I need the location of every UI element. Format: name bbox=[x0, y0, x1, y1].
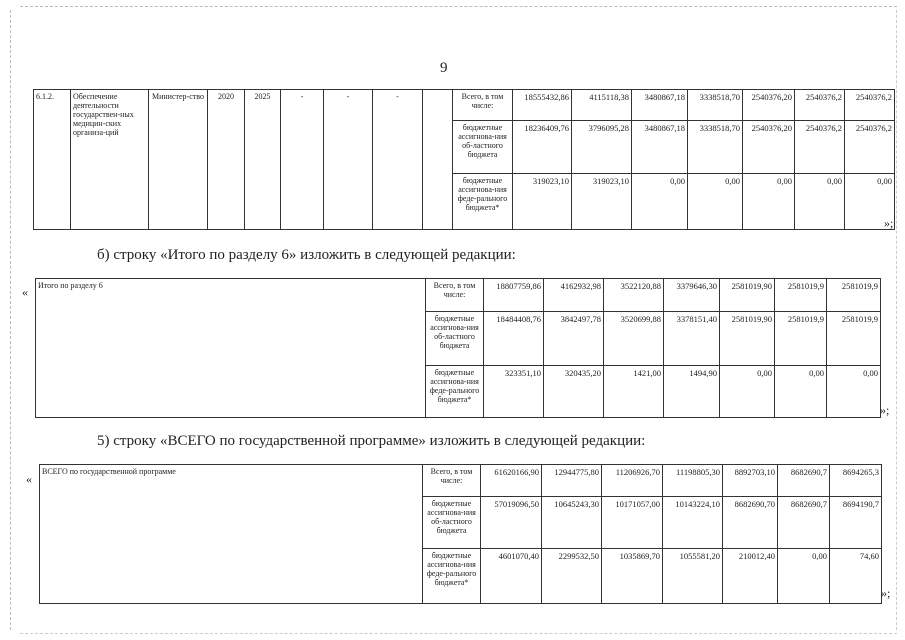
program-title: ВСЕГО по государственной программе bbox=[40, 465, 423, 604]
value-cell: 2540376,20 bbox=[743, 121, 795, 174]
value-cell: 3338518,70 bbox=[688, 90, 743, 121]
year-end: 2025 bbox=[245, 90, 281, 230]
value-cell: 3480867,18 bbox=[632, 121, 688, 174]
opening-quote: « bbox=[22, 285, 28, 299]
closing-quote: »; bbox=[881, 586, 891, 600]
value-cell: 2540376,2 bbox=[845, 90, 895, 121]
value-cell: 0,00 bbox=[795, 174, 845, 230]
year-start: 2020 bbox=[208, 90, 245, 230]
scan-edge bbox=[20, 6, 897, 7]
value-cell: 57019096,50 bbox=[481, 497, 542, 549]
value-cell: 0,00 bbox=[720, 366, 775, 418]
value-cell: 3338518,70 bbox=[688, 121, 743, 174]
value-cell: 323351,10 bbox=[484, 366, 544, 418]
value-cell: 2581019,9 bbox=[827, 279, 881, 312]
value-cell: 210012,40 bbox=[723, 549, 778, 604]
value-cell: 2540376,2 bbox=[845, 121, 895, 174]
row-label: Всего, в том числе: bbox=[453, 90, 513, 121]
value-cell: 61620166,90 bbox=[481, 465, 542, 497]
dash-cell: - bbox=[281, 90, 324, 230]
value-cell: 319023,10 bbox=[572, 174, 632, 230]
value-cell: 3378151,40 bbox=[664, 312, 720, 366]
value-cell: 12944775,80 bbox=[542, 465, 602, 497]
value-cell: 1494,90 bbox=[664, 366, 720, 418]
row-label: Всего, в том числе: bbox=[426, 279, 484, 312]
value-cell: 2581019,9 bbox=[775, 312, 827, 366]
value-cell: 0,00 bbox=[688, 174, 743, 230]
executor: Министер-ство bbox=[149, 90, 208, 230]
section-title: Итого по разделу 6 bbox=[36, 279, 426, 418]
value-cell: 1035869,70 bbox=[602, 549, 663, 604]
empty-cell bbox=[423, 90, 453, 230]
row-label: Всего, в том числе: bbox=[423, 465, 481, 497]
value-cell: 0,00 bbox=[743, 174, 795, 230]
row-label: бюджетные ассигнова-ния об-ластного бюджета bbox=[423, 497, 481, 549]
value-cell: 3522120,88 bbox=[604, 279, 664, 312]
row-label: бюджетные ассигнова-ния феде-рального бюджета* bbox=[423, 549, 481, 604]
value-cell: 18484408,76 bbox=[484, 312, 544, 366]
closing-quote: »; bbox=[880, 403, 890, 417]
value-cell: 2581019,90 bbox=[720, 312, 775, 366]
value-cell: 8694265,3 bbox=[830, 465, 882, 497]
value-cell: 4601070,40 bbox=[481, 549, 542, 604]
value-cell: 3796095,28 bbox=[572, 121, 632, 174]
page-number: 9 bbox=[440, 60, 448, 76]
value-cell: 18236409,76 bbox=[513, 121, 572, 174]
value-cell: 8682690,7 bbox=[778, 465, 830, 497]
value-cell: 2581019,90 bbox=[720, 279, 775, 312]
value-cell: 2581019,9 bbox=[827, 312, 881, 366]
scan-edge bbox=[10, 10, 11, 630]
value-cell: 0,00 bbox=[775, 366, 827, 418]
value-cell: 10171057,00 bbox=[602, 497, 663, 549]
scan-edge bbox=[896, 10, 897, 630]
value-cell: 4162932,98 bbox=[544, 279, 604, 312]
value-cell: 0,00 bbox=[778, 549, 830, 604]
value-cell: 0,00 bbox=[827, 366, 881, 418]
value-cell: 11198805,30 bbox=[663, 465, 723, 497]
value-cell: 0,00 bbox=[632, 174, 688, 230]
table-program-total bbox=[39, 464, 882, 604]
value-cell: 11206926,70 bbox=[602, 465, 663, 497]
value-cell: 4115118,38 bbox=[572, 90, 632, 121]
value-cell: 3520699,88 bbox=[604, 312, 664, 366]
opening-quote: « bbox=[26, 472, 32, 486]
value-cell: 320435,20 bbox=[544, 366, 604, 418]
instruction-heading: 5) строку «ВСЕГО по государственной программе» изложить в следующей редакции: bbox=[97, 433, 646, 449]
row-code: 6.1.2. bbox=[34, 90, 71, 230]
row-label: бюджетные ассигнова-ния феде-рального бюджета* bbox=[453, 174, 513, 230]
value-cell: 2540376,20 bbox=[743, 90, 795, 121]
value-cell: 18807759,86 bbox=[484, 279, 544, 312]
value-cell: 1421,00 bbox=[604, 366, 664, 418]
value-cell: 8682690,7 bbox=[778, 497, 830, 549]
value-cell: 8892703,10 bbox=[723, 465, 778, 497]
value-cell: 0,00 bbox=[845, 174, 895, 230]
value-cell: 3842497,78 bbox=[544, 312, 604, 366]
value-cell: 18555432,86 bbox=[513, 90, 572, 121]
value-cell: 10645243,30 bbox=[542, 497, 602, 549]
value-cell: 1055581,20 bbox=[663, 549, 723, 604]
activity-name: Обеспечение деятельности государствен-ных медицин-ских организа-ций bbox=[71, 90, 149, 230]
dash-cell: - bbox=[324, 90, 373, 230]
value-cell: 2540376,2 bbox=[795, 121, 845, 174]
row-label: бюджетные ассигнова-ния феде-рального бюджета* bbox=[426, 366, 484, 418]
table-section-6-total bbox=[35, 278, 881, 418]
value-cell: 2540376,2 bbox=[795, 90, 845, 121]
scan-edge bbox=[20, 633, 897, 634]
closing-quote: »; bbox=[884, 216, 894, 230]
value-cell: 3379646,30 bbox=[664, 279, 720, 312]
value-cell: 74,60 bbox=[830, 549, 882, 604]
row-label: бюджетные ассигнова-ния об-ластного бюджета bbox=[453, 121, 513, 174]
table-section-6-1-2 bbox=[33, 89, 895, 230]
value-cell: 319023,10 bbox=[513, 174, 572, 230]
instruction-heading: б) строку «Итого по разделу 6» изложить в следующей редакции: bbox=[97, 247, 516, 263]
value-cell: 8682690,70 bbox=[723, 497, 778, 549]
value-cell: 2581019,9 bbox=[775, 279, 827, 312]
value-cell: 10143224,10 bbox=[663, 497, 723, 549]
row-label: бюджетные ассигнова-ния об-ластного бюджета bbox=[426, 312, 484, 366]
value-cell: 3480867,18 bbox=[632, 90, 688, 121]
value-cell: 8694190,7 bbox=[830, 497, 882, 549]
dash-cell: - bbox=[373, 90, 423, 230]
value-cell: 2299532,50 bbox=[542, 549, 602, 604]
